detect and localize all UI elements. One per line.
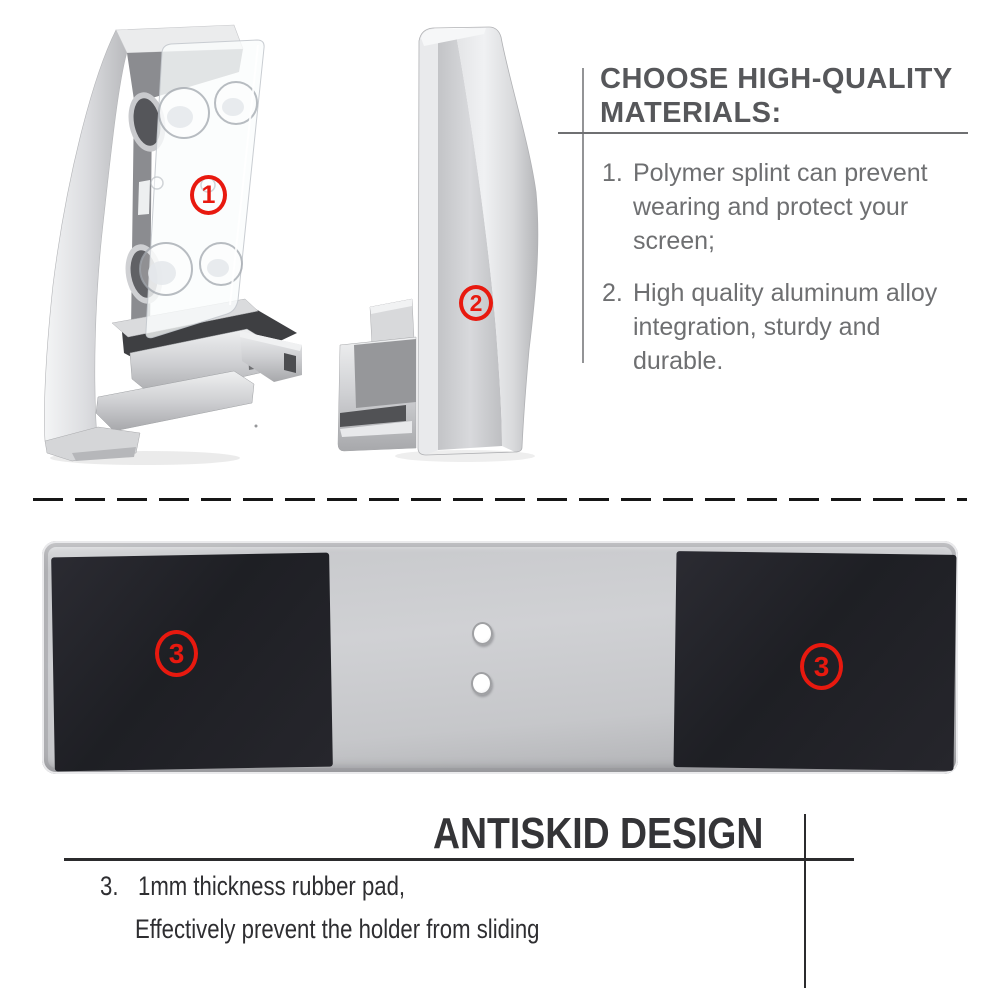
- materials-item-1: [602, 156, 937, 258]
- materials-heading-line1: CHOOSE HIGH-QUALITY: [600, 63, 953, 95]
- callout-2-badge: [459, 285, 493, 321]
- antiskid-line2: Effectively prevent the holder from sliding: [135, 914, 540, 944]
- antiskid-heading: ANTISKID DESIGN: [433, 809, 764, 858]
- screw-hole-top: [472, 622, 493, 645]
- callout-3-left-number: 3: [168, 637, 185, 669]
- materials-item-1-number: 1.: [602, 159, 623, 187]
- antiskid-line1: 1mm thickness rubber pad,: [138, 871, 406, 901]
- materials-heading: [600, 62, 953, 130]
- dust-speck: [255, 425, 258, 428]
- materials-heading-underline: [558, 132, 968, 134]
- materials-vertical-rule: [582, 68, 584, 363]
- materials-item-2-number: 2.: [602, 279, 623, 307]
- callout-3-right-number: 3: [813, 650, 830, 682]
- antiskid-item-number: 3.: [100, 871, 119, 901]
- materials-heading-line2: MATERIALS:: [600, 97, 782, 129]
- materials-item-1-text: Polymer splint can prevent wearing and protect your screen;: [633, 159, 928, 255]
- callout-2-number: 2: [469, 289, 483, 316]
- callout-1-number: 1: [201, 180, 216, 209]
- clamp-back-hook: [338, 299, 416, 451]
- dashed-divider: [33, 498, 967, 501]
- clamp-back-piece: [338, 27, 538, 455]
- antiskid-vertical-rule: [804, 814, 806, 988]
- materials-item-2-text: High quality aluminum alloy integration, sturdy and durable.: [633, 279, 938, 375]
- clamp-front-piece: [44, 25, 302, 461]
- callout-3-right-badge: [800, 643, 843, 690]
- materials-list: [602, 156, 937, 396]
- clamp-pieces-photo: [0, 0, 560, 480]
- screw-hole-bottom: [471, 672, 492, 695]
- materials-item-2: [602, 276, 937, 378]
- callout-3-left-badge: [155, 630, 198, 677]
- antiskid-horizontal-rule: [64, 858, 854, 861]
- callout-1-badge: [190, 175, 227, 215]
